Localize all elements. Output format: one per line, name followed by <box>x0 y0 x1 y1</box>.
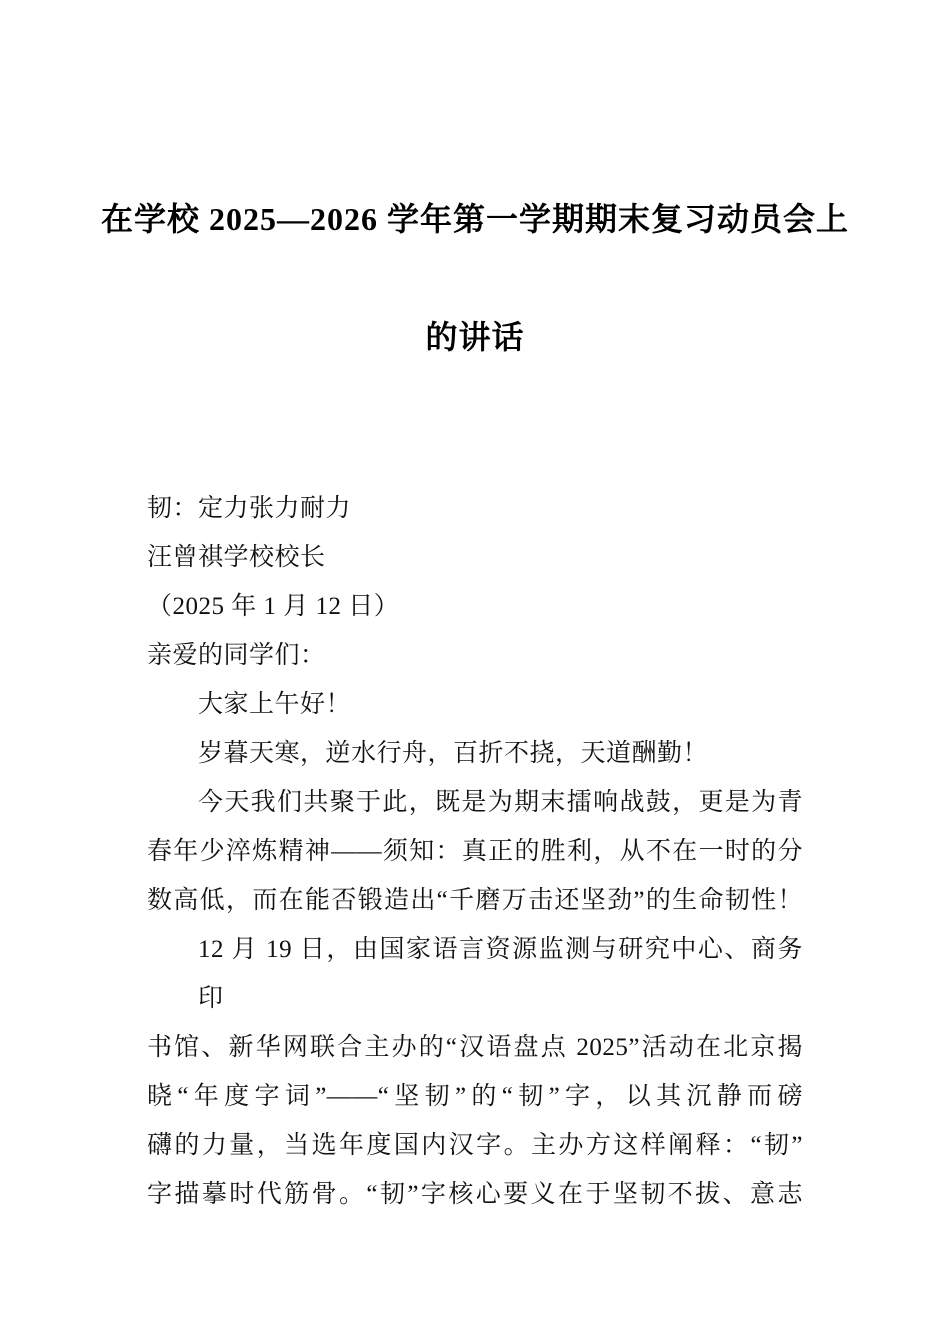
theme-line: 韧：定力张力耐力 <box>147 495 352 522</box>
document-body <box>0 484 950 1219</box>
body-line: 书馆、新华网联合主办的“汉语盘点 2025”活动在北京揭 <box>147 1034 803 1061</box>
body-line: 春年少淬炼精神——须知：真正的胜利，从不在一时的分 <box>147 838 803 865</box>
salutation-line: 亲爱的同学们： <box>147 642 326 669</box>
body-line: 岁暮天寒，逆水行舟，百折不挠，天道酬勤！ <box>198 740 709 767</box>
date-line: （2025 年 1 月 12 日） <box>147 593 400 620</box>
speaker-line: 汪曾祺学校校长 <box>147 544 326 571</box>
body-line: 礴的力量，当选年度国内汉字。主办方这样阐释：“韧” <box>147 1132 803 1159</box>
body-line: 字描摹时代筋骨。“韧”字核心要义在于坚韧不拔、意志 <box>147 1181 803 1208</box>
body-line: 数高低，而在能否锻造出“千磨万击还坚劲”的生命韧性！ <box>147 887 803 914</box>
document-title <box>0 0 950 396</box>
body-line: 大家上午好！ <box>198 691 352 718</box>
body-line: 晓“年度字词”——“坚韧”的“韧”字，以其沉静而磅 <box>147 1083 803 1110</box>
title-line-2: 的讲话 <box>425 319 525 355</box>
body-line: 12 月 19 日，由国家语言资源监测与研究中心、商务印 <box>198 936 803 1012</box>
title-line-1: 在学校 2025—2026 学年第一学期期末复习动员会上 <box>100 201 849 237</box>
body-line: 今天我们共聚于此，既是为期末擂响战鼓，更是为青 <box>198 789 803 816</box>
